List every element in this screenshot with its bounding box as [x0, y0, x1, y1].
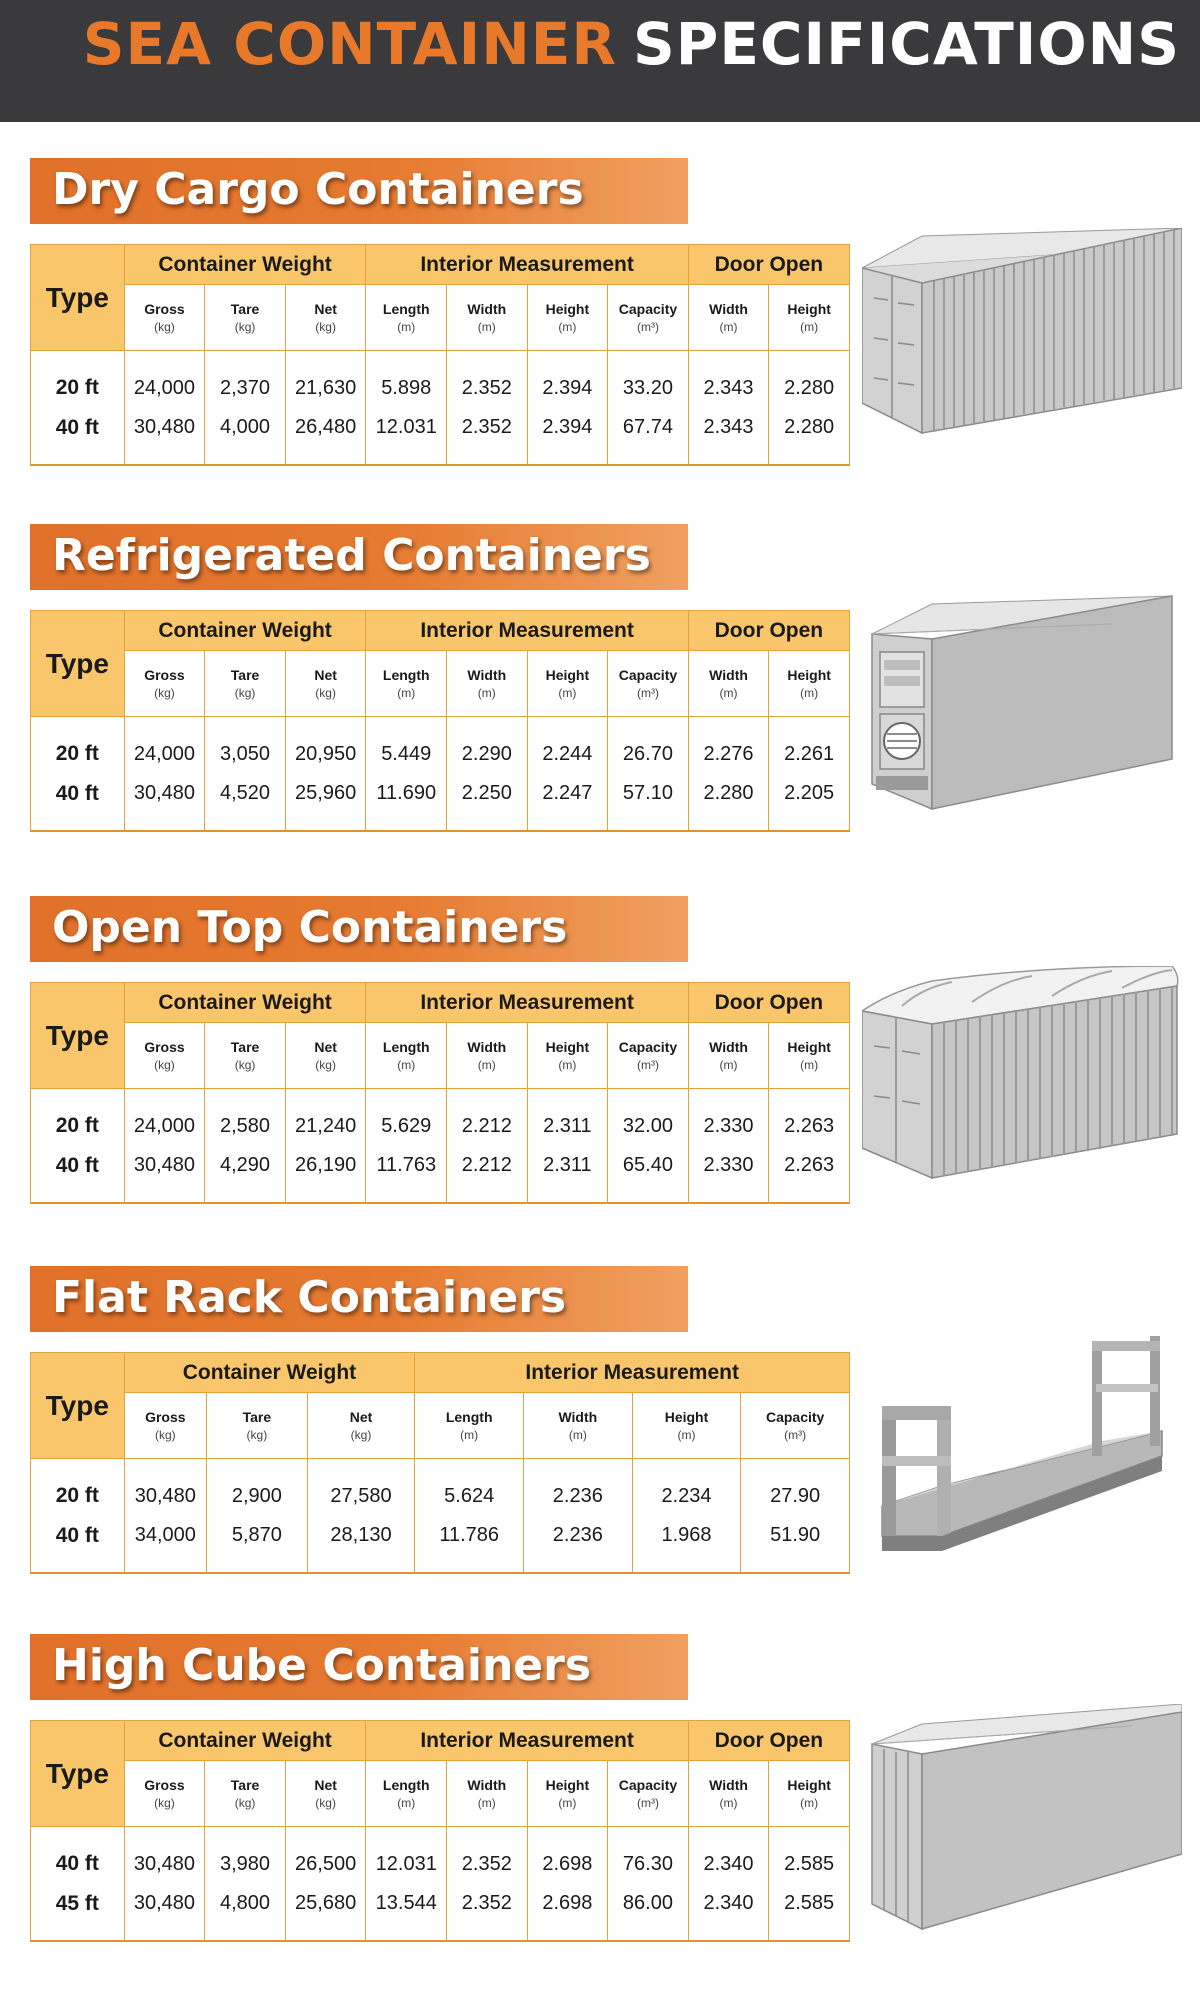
cell-length: 5.449 — [366, 717, 447, 774]
section-high-cube — [0, 1634, 1200, 1964]
table-row — [31, 717, 850, 774]
cell-capacity: 65.40 — [608, 1146, 689, 1203]
section-open-top — [0, 896, 1200, 1226]
group-header-door: Door Open — [688, 1721, 849, 1761]
cell-height: 2.698 — [527, 1827, 608, 1884]
col-tare: Tare (kg) — [205, 285, 286, 351]
cell-length: 5.629 — [366, 1089, 447, 1146]
col-tare: Tare (kg) — [205, 1023, 286, 1089]
col-gross: Gross (kg) — [124, 1761, 205, 1827]
col-width: Width (m) — [447, 1023, 528, 1089]
cell-door-width: 2.340 — [688, 1827, 769, 1884]
cell-door-width: 2.280 — [688, 774, 769, 831]
col-length: Length (m) — [366, 1761, 447, 1827]
cell-length: 12.031 — [366, 1827, 447, 1884]
col-door-height: Height (m) — [769, 651, 850, 717]
cell-width: 2.212 — [447, 1089, 528, 1146]
cell-gross: 30,480 — [124, 1884, 205, 1941]
group-header-weight: Container Weight — [124, 245, 366, 285]
col-width: Width (m) — [447, 285, 528, 351]
group-header-weight: Container Weight — [124, 1353, 415, 1393]
type-header: Type — [31, 983, 125, 1089]
cell-net: 26,190 — [285, 1146, 366, 1203]
spec-table — [30, 982, 850, 1204]
section-banner — [30, 1634, 688, 1700]
group-header-door: Door Open — [688, 245, 849, 285]
high-cube-container-icon — [862, 1704, 1182, 1944]
cell-width: 2.352 — [447, 1884, 528, 1941]
table-row — [31, 1516, 850, 1573]
row-type: 40 ft — [31, 1146, 125, 1203]
cell-tare: 2,580 — [205, 1089, 286, 1146]
cell-net: 21,240 — [285, 1089, 366, 1146]
section-title: High Cube Containers — [52, 1640, 592, 1691]
row-type: 20 ft — [31, 1089, 125, 1146]
cell-width: 2.236 — [524, 1459, 633, 1516]
cell-door-height: 2.280 — [769, 351, 850, 408]
spec-table — [30, 1720, 850, 1942]
cell-gross: 34,000 — [124, 1516, 207, 1573]
cell-gross: 30,480 — [124, 1146, 205, 1203]
cell-capacity: 76.30 — [608, 1827, 689, 1884]
group-header-interior: Interior Measurement — [366, 611, 688, 651]
cell-net: 20,950 — [285, 717, 366, 774]
table-row — [31, 1884, 850, 1941]
cell-tare: 4,290 — [205, 1146, 286, 1203]
page-title — [83, 10, 1180, 78]
col-gross: Gross (kg) — [124, 1393, 207, 1459]
col-tare: Tare (kg) — [205, 651, 286, 717]
section-banner — [30, 524, 688, 590]
row-type: 45 ft — [31, 1884, 125, 1941]
cell-gross: 24,000 — [124, 1089, 205, 1146]
cell-door-height: 2.585 — [769, 1827, 850, 1884]
refrigerated-container-icon — [862, 594, 1182, 834]
col-height: Height (m) — [632, 1393, 741, 1459]
col-length: Length (m) — [415, 1393, 524, 1459]
section-banner — [30, 896, 688, 962]
cell-capacity: 86.00 — [608, 1884, 689, 1941]
section-banner — [30, 1266, 688, 1332]
row-type: 40 ft — [31, 408, 125, 465]
cell-capacity: 27.90 — [741, 1459, 850, 1516]
cell-net: 25,960 — [285, 774, 366, 831]
col-door-height: Height (m) — [769, 1023, 850, 1089]
cell-width: 2.212 — [447, 1146, 528, 1203]
section-dry-cargo — [0, 158, 1200, 488]
col-gross: Gross (kg) — [124, 651, 205, 717]
group-header-interior: Interior Measurement — [366, 245, 688, 285]
col-width: Width (m) — [447, 651, 528, 717]
cell-length: 11.690 — [366, 774, 447, 831]
cell-net: 25,680 — [285, 1884, 366, 1941]
col-height: Height (m) — [527, 651, 608, 717]
col-gross: Gross (kg) — [124, 1023, 205, 1089]
col-door-width: Width (m) — [688, 1761, 769, 1827]
group-header-weight: Container Weight — [124, 611, 366, 651]
cell-capacity: 67.74 — [608, 408, 689, 465]
col-length: Length (m) — [366, 285, 447, 351]
cell-door-width: 2.276 — [688, 717, 769, 774]
cell-door-width: 2.330 — [688, 1089, 769, 1146]
cell-width: 2.250 — [447, 774, 528, 831]
col-door-width: Width (m) — [688, 1023, 769, 1089]
cell-width: 2.352 — [447, 1827, 528, 1884]
cell-capacity: 33.20 — [608, 351, 689, 408]
page-header — [0, 0, 1200, 122]
col-tare: Tare (kg) — [205, 1761, 286, 1827]
cell-height: 2.698 — [527, 1884, 608, 1941]
col-height: Height (m) — [527, 1761, 608, 1827]
cell-width: 2.352 — [447, 408, 528, 465]
row-type: 20 ft — [31, 351, 125, 408]
cell-tare: 4,000 — [205, 408, 286, 465]
cell-tare: 3,050 — [205, 717, 286, 774]
section-title: Flat Rack Containers — [52, 1272, 567, 1323]
cell-capacity: 51.90 — [741, 1516, 850, 1573]
cell-gross: 30,480 — [124, 408, 205, 465]
cell-height: 2.244 — [527, 717, 608, 774]
cell-tare: 4,520 — [205, 774, 286, 831]
type-header: Type — [31, 611, 125, 717]
section-title: Dry Cargo Containers — [52, 164, 584, 215]
cell-gross: 30,480 — [124, 774, 205, 831]
cell-door-height: 2.261 — [769, 717, 850, 774]
flat-rack-container-icon — [862, 1336, 1182, 1576]
table-row — [31, 1459, 850, 1516]
group-header-door: Door Open — [688, 983, 849, 1023]
cell-length: 5.898 — [366, 351, 447, 408]
table-row — [31, 774, 850, 831]
cell-door-width: 2.343 — [688, 408, 769, 465]
section-banner — [30, 158, 688, 224]
col-net: Net (kg) — [307, 1393, 415, 1459]
col-door-height: Height (m) — [769, 1761, 850, 1827]
open-top-container-icon — [862, 966, 1182, 1206]
cell-tare: 3,980 — [205, 1827, 286, 1884]
group-header-weight: Container Weight — [124, 983, 366, 1023]
type-header: Type — [31, 1353, 125, 1459]
col-gross: Gross (kg) — [124, 285, 205, 351]
cell-width: 2.352 — [447, 351, 528, 408]
cell-tare: 4,800 — [205, 1884, 286, 1941]
col-height: Height (m) — [527, 285, 608, 351]
table-row — [31, 1827, 850, 1884]
spec-table — [30, 610, 850, 832]
col-net: Net (kg) — [285, 1761, 366, 1827]
row-type: 40 ft — [31, 774, 125, 831]
col-capacity: Capacity (m³) — [608, 1761, 689, 1827]
table-row — [31, 1146, 850, 1203]
section-flat-rack — [0, 1266, 1200, 1596]
cell-capacity: 57.10 — [608, 774, 689, 831]
cell-door-width: 2.343 — [688, 351, 769, 408]
cell-height: 2.247 — [527, 774, 608, 831]
cell-gross: 24,000 — [124, 351, 205, 408]
table-row — [31, 351, 850, 408]
section-refrigerated — [0, 524, 1200, 854]
cell-length: 13.544 — [366, 1884, 447, 1941]
cell-length: 5.624 — [415, 1459, 524, 1516]
col-length: Length (m) — [366, 1023, 447, 1089]
row-type: 20 ft — [31, 1459, 125, 1516]
cell-net: 26,480 — [285, 408, 366, 465]
col-door-height: Height (m) — [769, 285, 850, 351]
cell-door-height: 2.280 — [769, 408, 850, 465]
cell-capacity: 32.00 — [608, 1089, 689, 1146]
col-door-width: Width (m) — [688, 651, 769, 717]
cell-door-height: 2.205 — [769, 774, 850, 831]
cell-tare: 2,900 — [207, 1459, 308, 1516]
group-header-door: Door Open — [688, 611, 849, 651]
cell-length: 11.763 — [366, 1146, 447, 1203]
cell-height: 2.311 — [527, 1146, 608, 1203]
cell-height: 2.234 — [632, 1459, 741, 1516]
cell-height: 1.968 — [632, 1516, 741, 1573]
row-type: 40 ft — [31, 1827, 125, 1884]
group-header-interior: Interior Measurement — [366, 1721, 688, 1761]
col-tare: Tare (kg) — [207, 1393, 308, 1459]
col-width: Width (m) — [524, 1393, 633, 1459]
col-net: Net (kg) — [285, 651, 366, 717]
dry-cargo-container-icon — [862, 228, 1182, 468]
type-header: Type — [31, 245, 125, 351]
col-door-width: Width (m) — [688, 285, 769, 351]
group-header-weight: Container Weight — [124, 1721, 366, 1761]
cell-door-height: 2.263 — [769, 1089, 850, 1146]
col-net: Net (kg) — [285, 1023, 366, 1089]
row-type: 20 ft — [31, 717, 125, 774]
table-row — [31, 1089, 850, 1146]
cell-width: 2.290 — [447, 717, 528, 774]
col-capacity: Capacity (m³) — [608, 285, 689, 351]
cell-height: 2.394 — [527, 351, 608, 408]
cell-door-width: 2.330 — [688, 1146, 769, 1203]
col-capacity: Capacity (m³) — [741, 1393, 850, 1459]
spec-table — [30, 244, 850, 466]
page-title-rest: SPECIFICATIONS — [633, 10, 1180, 78]
col-capacity: Capacity (m³) — [608, 651, 689, 717]
cell-height: 2.394 — [527, 408, 608, 465]
cell-gross: 30,480 — [124, 1827, 205, 1884]
cell-height: 2.311 — [527, 1089, 608, 1146]
group-header-interior: Interior Measurement — [415, 1353, 850, 1393]
cell-length: 12.031 — [366, 408, 447, 465]
cell-tare: 5,870 — [207, 1516, 308, 1573]
table-row — [31, 408, 850, 465]
cell-door-width: 2.340 — [688, 1884, 769, 1941]
col-height: Height (m) — [527, 1023, 608, 1089]
cell-door-height: 2.263 — [769, 1146, 850, 1203]
type-header: Type — [31, 1721, 125, 1827]
cell-width: 2.236 — [524, 1516, 633, 1573]
cell-net: 26,500 — [285, 1827, 366, 1884]
spec-table — [30, 1352, 850, 1574]
col-net: Net (kg) — [285, 285, 366, 351]
cell-gross: 30,480 — [124, 1459, 207, 1516]
col-width: Width (m) — [447, 1761, 528, 1827]
col-length: Length (m) — [366, 651, 447, 717]
cell-net: 21,630 — [285, 351, 366, 408]
page-title-accent: SEA CONTAINER — [82, 10, 618, 78]
cell-net: 27,580 — [307, 1459, 415, 1516]
section-title: Open Top Containers — [52, 902, 568, 953]
section-title: Refrigerated Containers — [52, 530, 651, 581]
cell-length: 11.786 — [415, 1516, 524, 1573]
group-header-interior: Interior Measurement — [366, 983, 688, 1023]
row-type: 40 ft — [31, 1516, 125, 1573]
col-capacity: Capacity (m³) — [608, 1023, 689, 1089]
cell-tare: 2,370 — [205, 351, 286, 408]
cell-gross: 24,000 — [124, 717, 205, 774]
cell-net: 28,130 — [307, 1516, 415, 1573]
cell-door-height: 2.585 — [769, 1884, 850, 1941]
cell-capacity: 26.70 — [608, 717, 689, 774]
